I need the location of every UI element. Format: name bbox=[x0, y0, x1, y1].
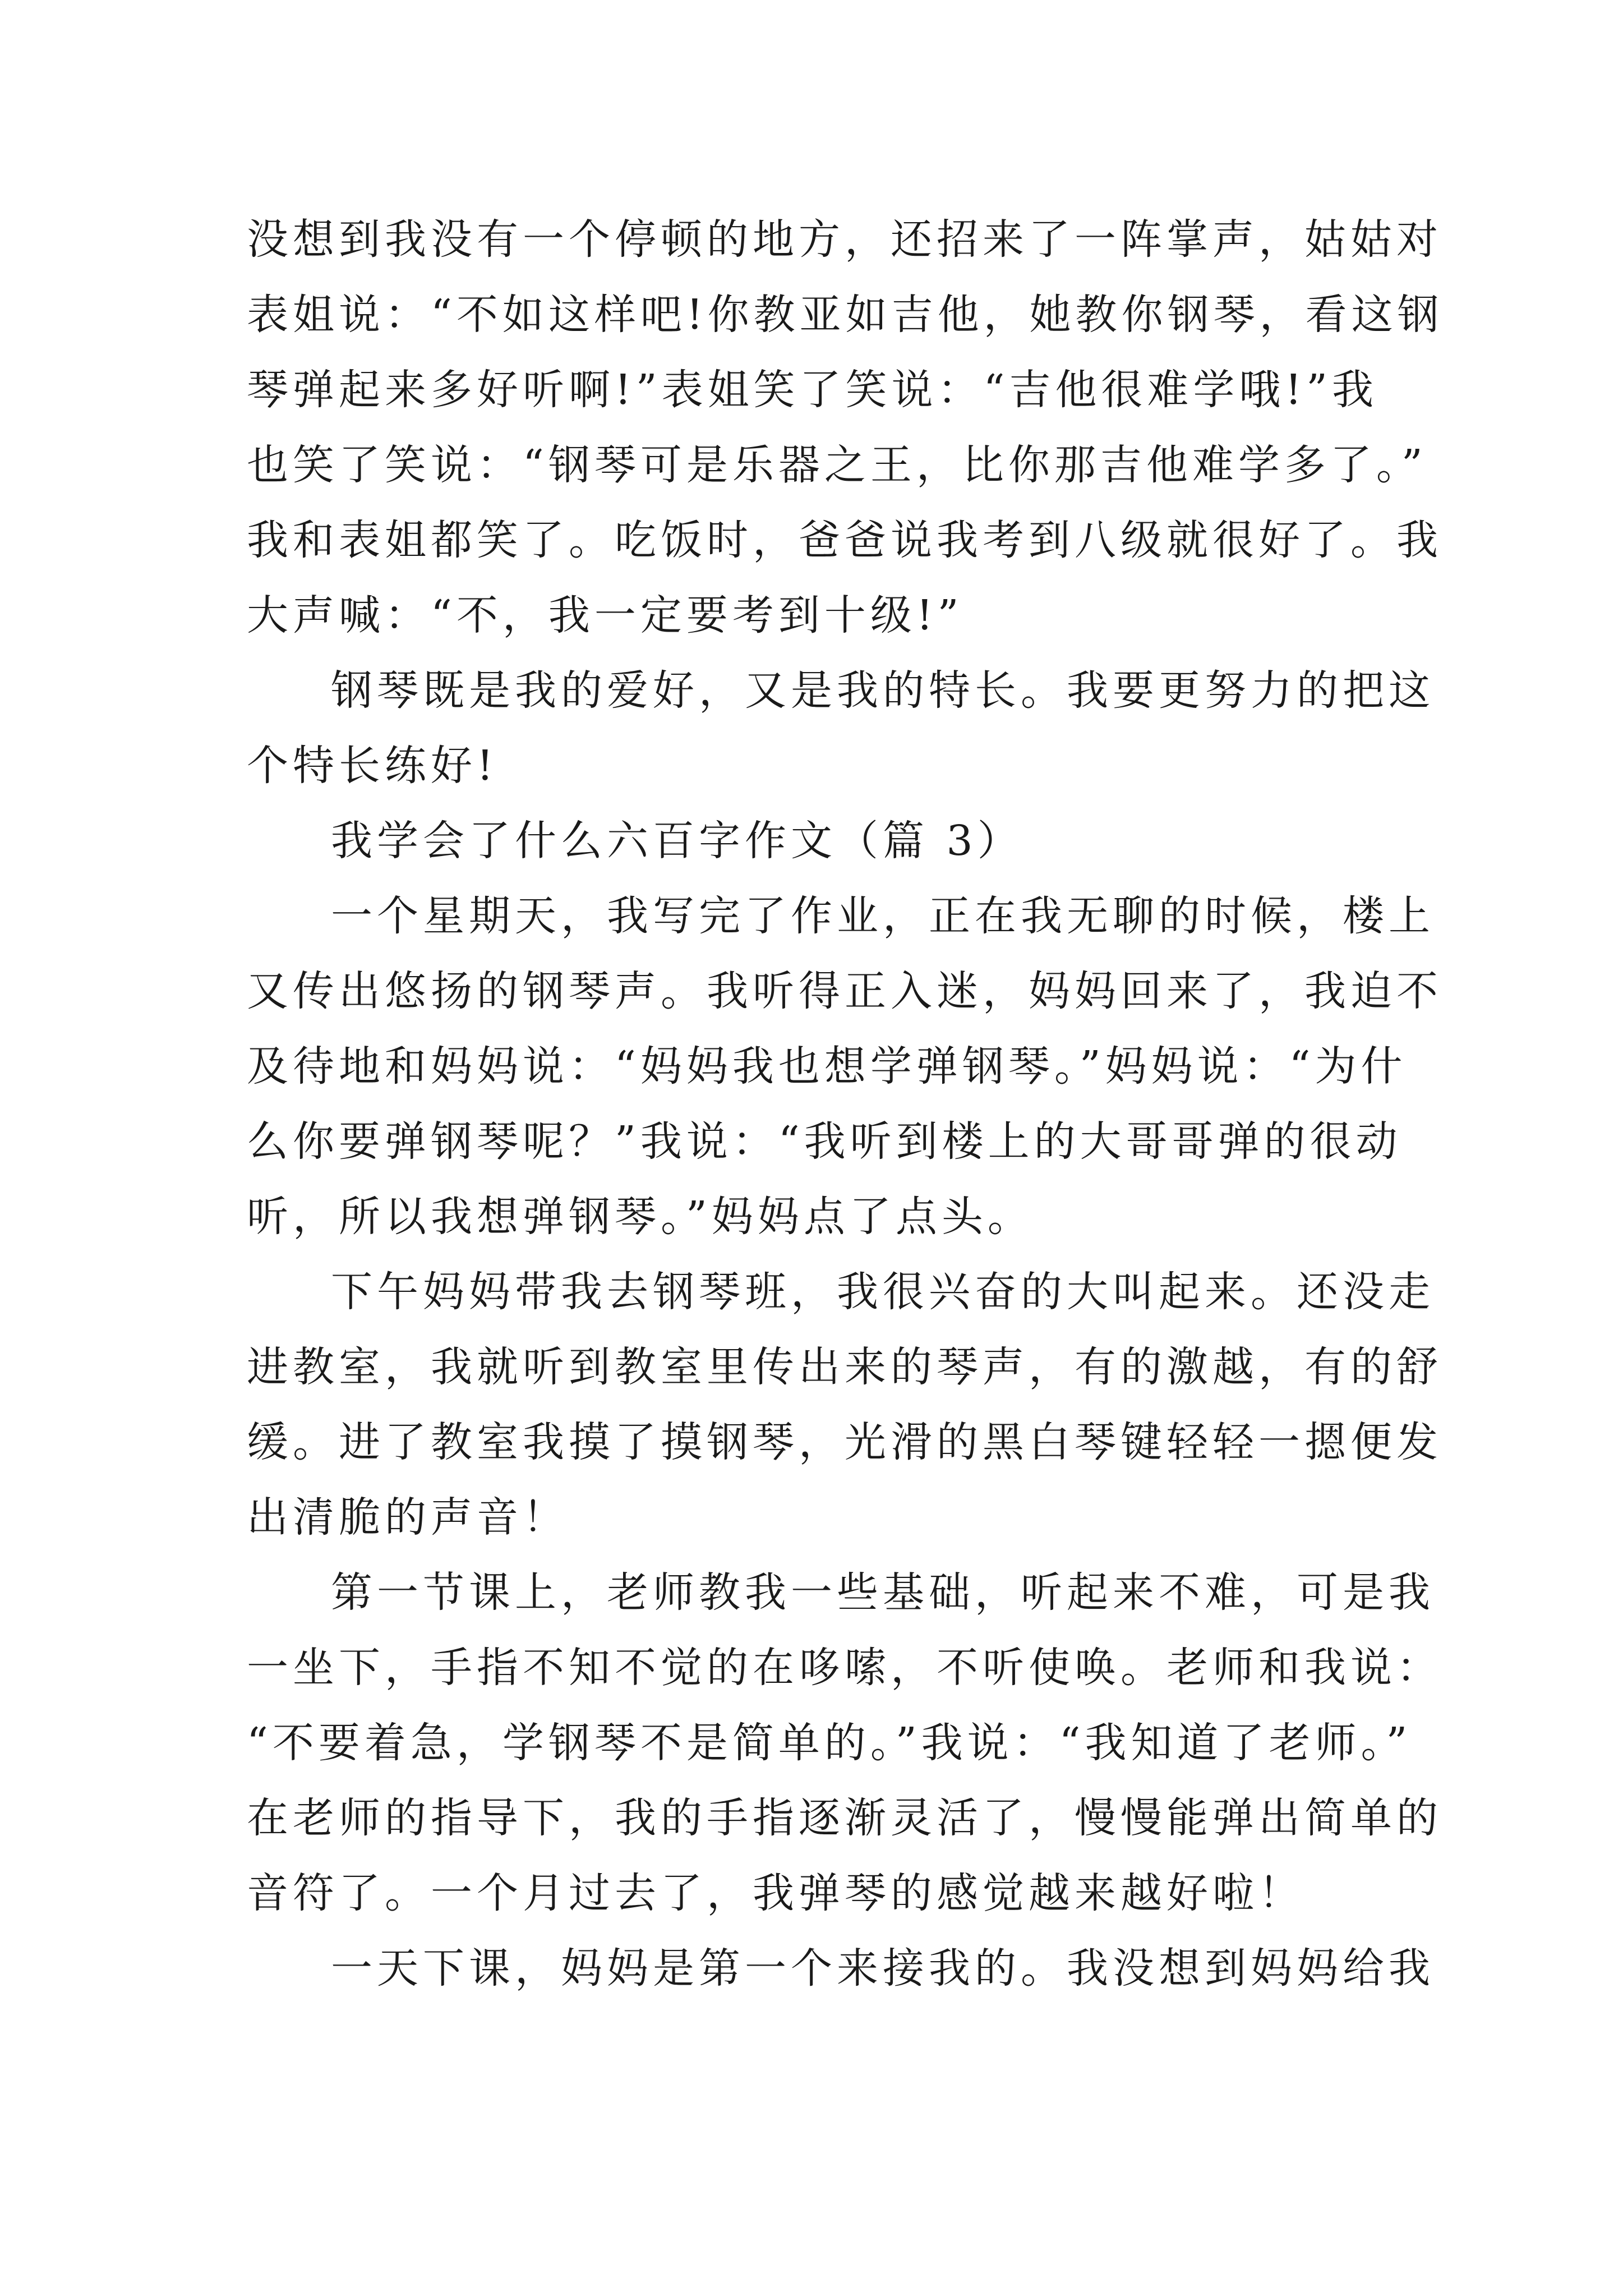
text-line: 音符了。一个月过去了，我弹琴的感觉越来越好啦！ bbox=[247, 1869, 1304, 1917]
text-line: 又传出悠扬的钢琴声。我听得正入迷，妈妈回来了，我迫不 bbox=[247, 967, 1442, 1015]
text-line: 一坐下，手指不知不觉的在哆嗦，不听使唤。老师和我说： bbox=[247, 1644, 1442, 1692]
text-line: 出清脆的声音！ bbox=[247, 1493, 569, 1542]
text-line: 琴弹起来多好听啊!”表姐笑了笑说：“吉他很难学哦!”我 bbox=[247, 366, 1378, 414]
text-line: 在老师的指导下，我的手指逐渐灵活了，慢慢能弹出简单的 bbox=[247, 1794, 1442, 1842]
text-line: 及待地和妈妈说：“妈妈我也想学弹钢琴。”妈妈说：“为什 bbox=[247, 1042, 1407, 1091]
text-line: 听，所以我想弹钢琴。”妈妈点了点头。 bbox=[247, 1193, 1034, 1241]
text-line: 个特长练好! bbox=[247, 742, 498, 790]
text-line: 进教室，我就听到教室里传出来的琴声，有的激越，有的舒 bbox=[247, 1343, 1442, 1391]
paragraph-start-line: 一个星期天，我写完了作业，正在我无聊的时候，楼上 bbox=[331, 892, 1435, 940]
document-body bbox=[247, 202, 1444, 2006]
paragraph-start-line: 一天下课，妈妈是第一个来接我的。我没想到妈妈给我 bbox=[331, 1944, 1435, 1993]
paragraph-start-line: 钢琴既是我的爱好，又是我的特长。我要更努力的把这 bbox=[331, 666, 1435, 715]
text-line: 也笑了笑说：“钢琴可是乐器之王，比你那吉他难学多了。” bbox=[247, 441, 1427, 489]
text-line: 我和表姐都笑了。吃饭时，爸爸说我考到八级就很好了。我 bbox=[247, 516, 1442, 564]
section-heading: 我学会了什么六百字作文（篇 3） bbox=[331, 817, 1023, 865]
text-line: 大声喊：“不，我一定要考到十级!” bbox=[247, 591, 963, 639]
paragraph-start-line: 下午妈妈带我去钢琴班，我很兴奋的大叫起来。还没走 bbox=[331, 1268, 1435, 1316]
text-line: 没想到我没有一个停顿的地方，还招来了一阵掌声，姑姑对 bbox=[247, 215, 1442, 264]
text-line: 么你要弹钢琴呢？”我说：“我听到楼上的大哥哥弹的很动 bbox=[247, 1117, 1402, 1166]
paragraph-start-line: 第一节课上，老师教我一些基础，听起来不难，可是我 bbox=[331, 1568, 1435, 1617]
text-line: 缓。进了教室我摸了摸钢琴，光滑的黑白琴键轻轻一摁便发 bbox=[247, 1418, 1442, 1466]
text-line: 表姐说：“不如这样吧!你教亚如吉他，她教你钢琴，看这钢 bbox=[247, 291, 1444, 339]
text-line: “不要着急，学钢琴不是简单的。”我说：“我知道了老师。” bbox=[247, 1719, 1412, 1767]
